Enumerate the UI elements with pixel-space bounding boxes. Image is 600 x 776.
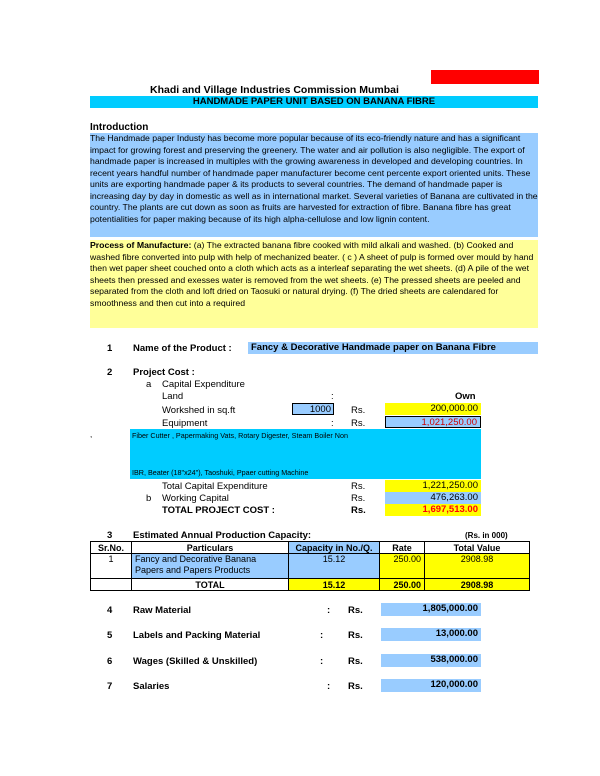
row-particulars-line2: Papers and Papers Products [135, 565, 251, 575]
item3-num: 3 [107, 530, 113, 541]
item1-label: Name of the Product : [133, 343, 232, 354]
working-capital-value: 476,263.00 [385, 492, 481, 504]
item5-value: 13,000.00 [381, 628, 481, 641]
total-capital-value: 1,221,250.00 [385, 480, 481, 492]
item4-value: 1,805,000.00 [381, 603, 481, 616]
row-srno: 1 [91, 554, 132, 579]
equipment-rs: Rs. [351, 418, 366, 429]
header-srno: Sr.No. [91, 542, 132, 554]
document-title: HANDMADE PAPER UNIT BASED ON BANANA FIBRE [90, 96, 538, 108]
process-heading: Process of Manufacture: [90, 240, 192, 250]
land-own: Own [455, 391, 476, 402]
total-capital-label: Total Capital Expenditure [162, 481, 268, 492]
intro-heading: Introduction [90, 122, 149, 133]
item5-label: Labels and Packing Material [133, 630, 261, 641]
total-project-rs: Rs. [351, 505, 366, 516]
process-block [90, 240, 538, 328]
item4-rs: Rs. [348, 605, 363, 616]
row-total: 2908.98 [425, 554, 530, 579]
production-table [90, 541, 530, 591]
land-label: Land [162, 391, 184, 402]
stray-comma: , [90, 430, 93, 439]
table-total-row [91, 579, 530, 591]
equipment-value: 1,021,250.00 [385, 416, 481, 428]
item4-label: Raw Material [133, 605, 192, 616]
row-capacity: 15.12 [289, 554, 380, 579]
row-rate: 250.00 [380, 554, 425, 579]
item7-num: 7 [107, 681, 113, 692]
equipment-colon: : [331, 418, 334, 429]
total-row-rate: 250.00 [380, 579, 425, 591]
process-text: (a) The extracted banana fibre cooked with mild alkali and washed. (b) Cooked and washed fibre converted into pulp with help of mechanized beater. ( c ) A sheet of pulp is formed over mould by hand then wet paper sheet couched onto a cloth which acts as a interleaf separating the wet sheets. (d) A pile of the wet sheets then pressed and exesses water is removed from the wet sheets. (e) The pressed sheets are peeled and separated from the cloth and loft dried on Taosuki or natural drying. (f) The dried sheets are calendared for smoothness and then cut into a required [90, 240, 534, 308]
working-capital-rs: Rs. [351, 493, 366, 504]
red-header-box [431, 70, 539, 84]
header-total-value: Total Value [425, 542, 530, 554]
row-particulars [132, 554, 289, 579]
item6-colon: : [320, 656, 324, 667]
intro-text: The Handmade paper Industy has become more popular because of its eco-friendly nature and has a significant impact for growing forest and preserving the greenery. The water and air pollution is also negligible. The export of handmade paper is increased in multiples with the growing awareness in developed and developing countries. In recent years handful number of handmade paper manufacturer become cent percente export oriented units. These units are exporting handmade paper & its products to several countries. The demand of handmade paper is increasing day by day in domestic as well as in international market. Several varieties of Banana are cultivated in the country. The plants are cut down as soon as fruits are harvested for extraction of fibre. Banana fibre has great potentialities for paper making because of its high alpha-cellulose and low lignin content. [90, 133, 538, 237]
item6-num: 6 [107, 656, 113, 667]
item2-b: b [146, 493, 152, 504]
item5-rs: Rs. [348, 630, 363, 641]
total-row-label: TOTAL [132, 579, 289, 591]
working-capital-label: Working Capital [162, 493, 229, 504]
item7-label: Salaries [133, 681, 170, 692]
org-name: Khadi and Village Industries Commission Mumbai [150, 84, 399, 96]
equipment-desc-line2: IBR, Beater (18"x24"), Taoshuki, Ppaer cutting Machine [132, 468, 309, 477]
header-rate: Rate [380, 542, 425, 554]
item2-num: 2 [107, 367, 113, 378]
product-name: Fancy & Decorative Handmade paper on Banana Fibre [248, 342, 538, 354]
item1-num: 1 [107, 343, 113, 354]
total-project-label: TOTAL PROJECT COST : [162, 505, 275, 516]
item2-label: Project Cost : [133, 367, 195, 378]
workshed-qty: 1000 [292, 403, 334, 415]
item7-rs: Rs. [348, 681, 363, 692]
capital-expenditure-label: Capital Expenditure [162, 379, 245, 390]
item6-label: Wages (Skilled & Unskilled) [133, 656, 258, 667]
item3-unit: (Rs. in 000) [465, 531, 508, 540]
workshed-value: 200,000.00 [385, 403, 481, 415]
equipment-desc-line1: Fiber Cutter , Papermaking Vats, Rotary Digester, Steam Boiler Non [132, 431, 348, 440]
item2-a: a [146, 379, 152, 390]
equipment-desc-box-right [381, 429, 481, 479]
item5-colon: : [320, 630, 324, 641]
table-header-row [91, 542, 530, 554]
workshed-rs: Rs. [351, 405, 366, 416]
equipment-label: Equipment [162, 418, 208, 429]
item7-colon: : [327, 681, 331, 692]
item7-value: 120,000.00 [381, 679, 481, 692]
header-capacity: Capacity in No./Q. [289, 542, 380, 554]
total-capital-rs: Rs. [351, 481, 366, 492]
land-colon: : [331, 391, 334, 402]
item3-label: Estimated Annual Production Capacity: [133, 530, 312, 541]
equipment-desc-box [130, 429, 381, 479]
item5-num: 5 [107, 630, 113, 641]
item4-colon: : [327, 605, 331, 616]
header-particulars: Particulars [132, 542, 289, 554]
row-particulars-line1: Fancy and Decorative Banana [135, 554, 257, 564]
total-project-value: 1,697,513.00 [385, 504, 481, 516]
workshed-label: Workshed in sq.ft [162, 405, 236, 416]
total-row-value: 2908.98 [425, 579, 530, 591]
item6-value: 538,000.00 [381, 654, 481, 667]
table-row [91, 554, 530, 579]
item6-rs: Rs. [348, 656, 363, 667]
total-row-capacity: 15.12 [289, 579, 380, 591]
item4-num: 4 [107, 605, 113, 616]
total-row-blank [91, 579, 132, 591]
